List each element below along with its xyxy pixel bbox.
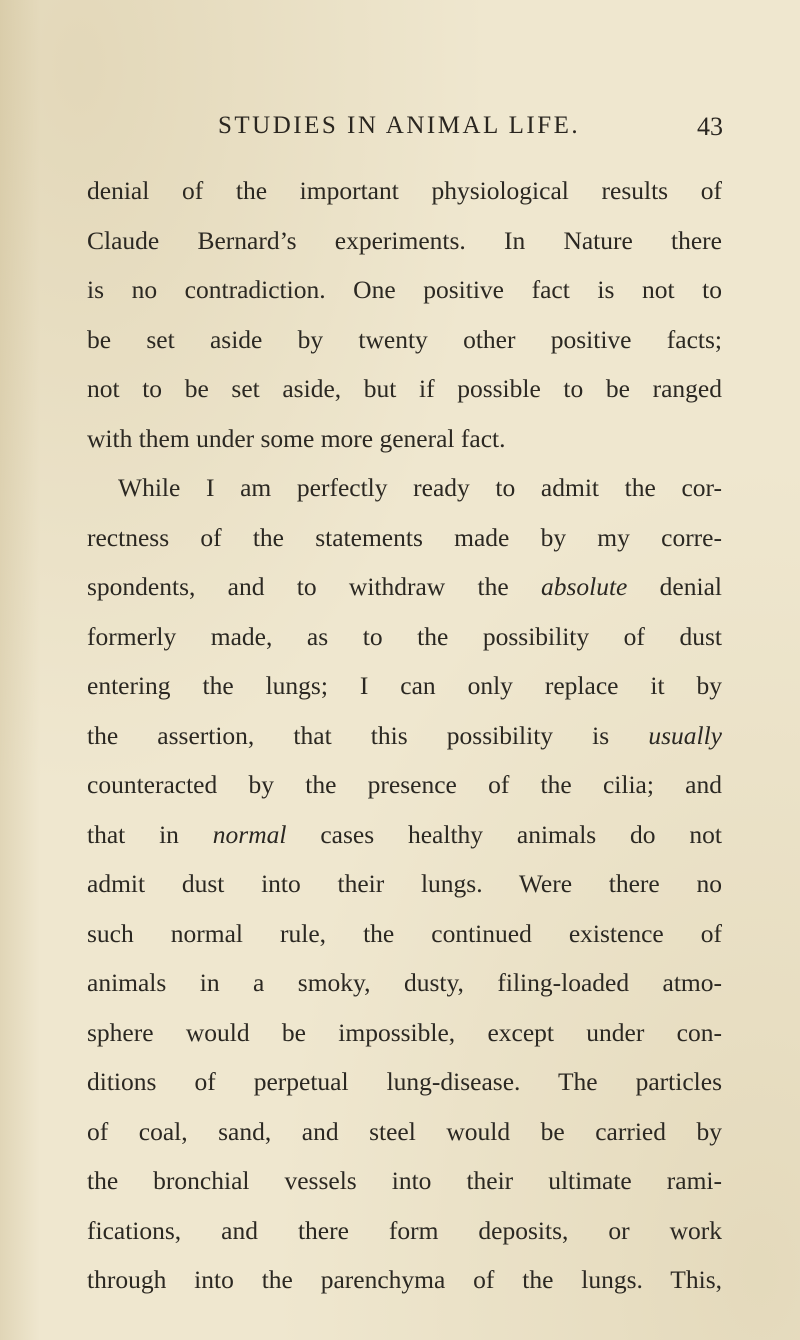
text-run: that in [87,819,213,849]
page-number: 43 [697,112,723,141]
text-line: Claude Bernard’s experiments. In Nature there [87,225,722,255]
text-line: formerly made, as to the possibility of dust [87,621,722,651]
text-line [87,810,722,860]
body-text [87,166,722,1305]
page-header [0,112,800,152]
text-run: the assertion, that this possibility is [87,720,649,750]
text-line: through into the parenchyma of the lungs. This, [87,1265,722,1294]
text-line [87,562,722,612]
text-line: the bronchial vessels into their ultimate rami- [87,1166,722,1195]
text-line: While I am perfectly ready to admit the cor- [118,473,722,502]
text-line: of coal, sand, and steel would be carried by [87,1116,722,1146]
italic-word: usually [648,720,722,750]
text-line: fications, and there form deposits, or work [87,1215,722,1245]
italic-word: normal [212,819,287,849]
text-line: counteracted by the presence of the cilia; and [87,770,722,799]
text-line: such normal rule, the continued existence of [87,918,722,948]
text-line: entering the lungs; I can only replace it by [87,671,722,700]
italic-word: absolute [540,572,628,601]
text-line: is no contradiction. One positive fact is not to [87,275,722,304]
text-line: be set aside by twenty other positive facts; [87,324,722,354]
text-run: cases healthy animals do not [286,819,722,849]
text-line: denial of the important physiological results of [87,176,722,205]
text-line: ditions of perpetual lung-disease. The particles [87,1067,722,1096]
text-line: animals in a smoky, dusty, filing-loaded atmo- [87,968,722,997]
text-line: with them under some more general fact. [87,423,506,453]
text-line [87,711,722,761]
running-title: STUDIES IN ANIMAL LIFE. [218,112,581,139]
text-run: spondents, and to withdraw the [87,572,541,601]
text-line: admit dust into their lungs. Were there no [87,869,722,898]
text-line: rectness of the statements made by my corre- [87,522,722,552]
text-line: not to be set aside, but if possible to be ranged [87,374,722,403]
text-run: denial [627,572,722,601]
text-line: sphere would be impossible, except under con- [87,1017,722,1047]
